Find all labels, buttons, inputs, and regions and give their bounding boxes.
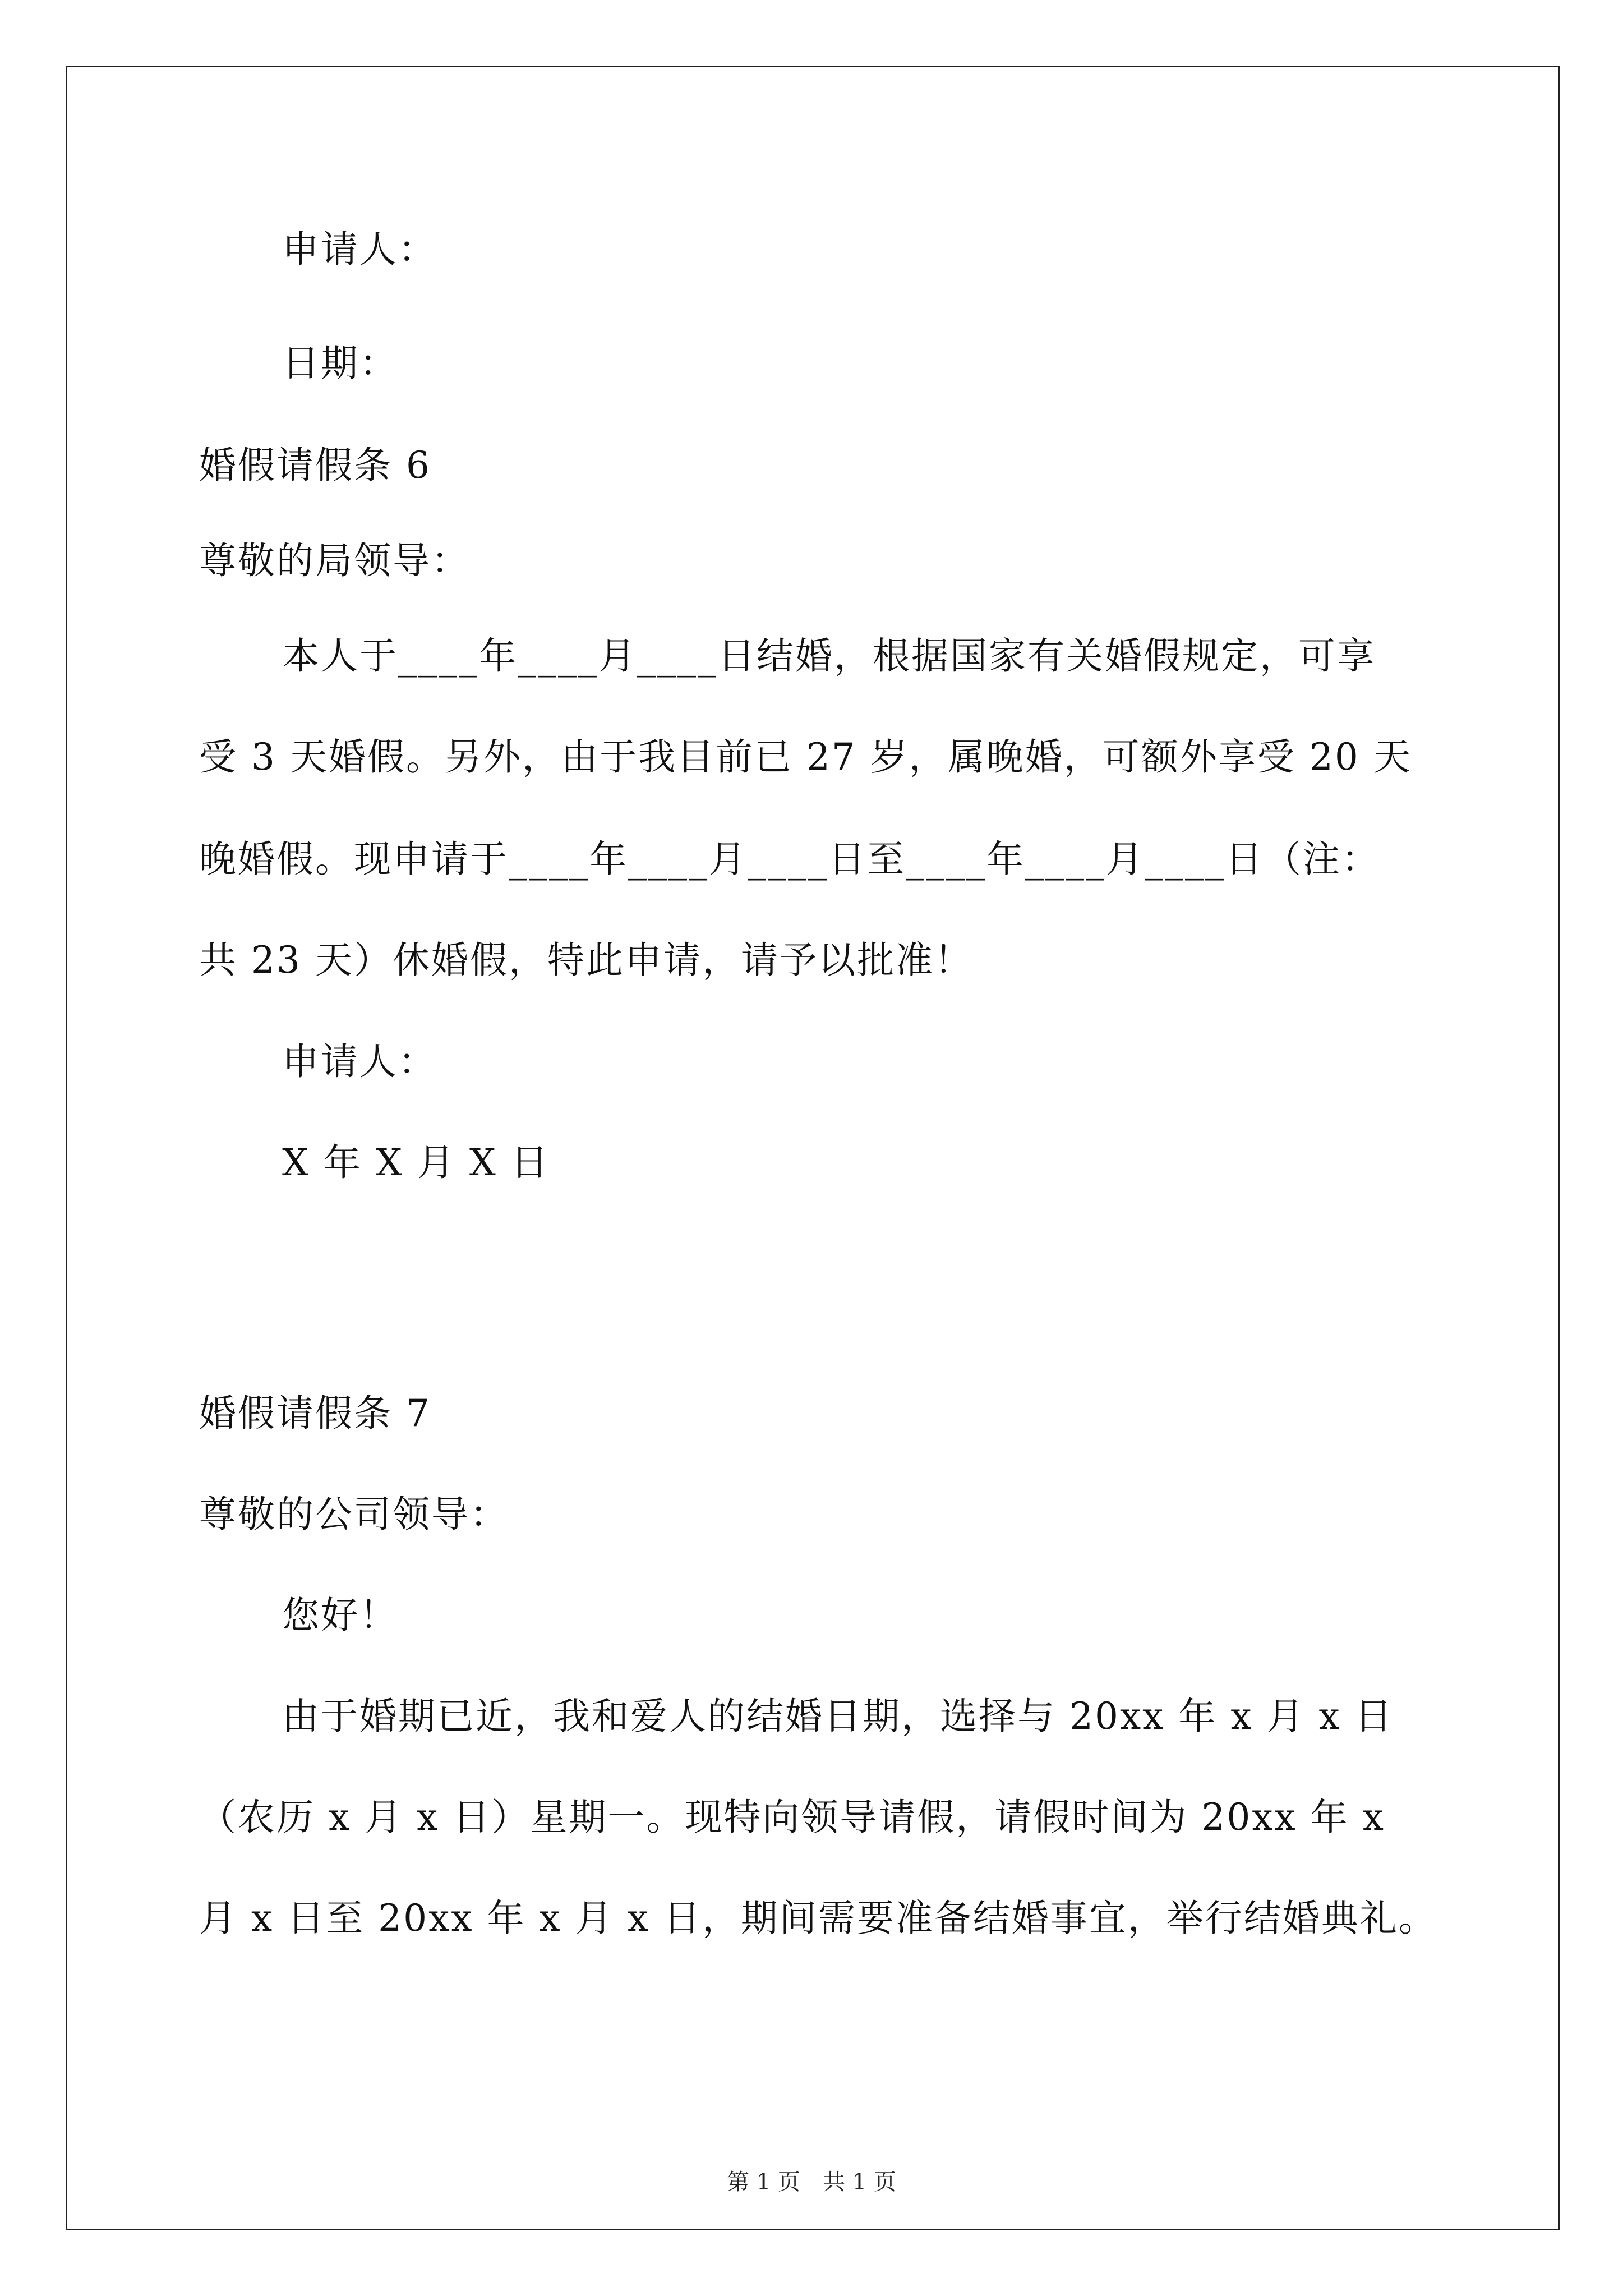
applicant-label-1: 申请人：: [282, 228, 437, 271]
applicant-label-2: 申请人：: [282, 1040, 437, 1083]
page-number-footer: 第 1 页 共 1 页: [727, 2169, 896, 2195]
paragraph-6-line-2: 受 3 天婚假。另外，由于我目前已 27 岁，属晚婚，可额外享受 20 天: [199, 735, 1412, 779]
section-title-7: 婚假请假条 7: [199, 1392, 431, 1435]
signature-date: X 年 X 月 X 日: [282, 1141, 550, 1184]
paragraph-6-line-3: 晚婚假。现申请于____年____月____日至____年____月____日（注：: [199, 838, 1380, 881]
salutation-6: 尊敬的局领导：: [199, 539, 470, 582]
paragraph-6-line-4: 共 23 天）休婚假，特此申请，请予以批准！: [199, 938, 973, 982]
salutation-7: 尊敬的公司领导：: [199, 1493, 509, 1536]
paragraph-7-line-2: （农历 x 月 x 日）星期一。现特向领导请假，请假时间为 20xx 年 x: [199, 1796, 1385, 1839]
paragraph-7-line-3: 月 x 日至 20xx 年 x 月 x 日，期间需要准备结婚事宜，举行结婚典礼。: [199, 1897, 1437, 1940]
paragraph-7-line-1: 由于婚期已近，我和爱人的结婚日期，选择与 20xx 年 x 月 x 日: [282, 1695, 1394, 1738]
greeting: 您好！: [282, 1594, 398, 1637]
section-title-6: 婚假请假条 6: [199, 444, 431, 487]
date-label: 日期：: [282, 342, 398, 385]
paragraph-6-line-1: 本人于____年____月____日结婚，根据国家有关婚假规定，可享: [282, 634, 1376, 678]
